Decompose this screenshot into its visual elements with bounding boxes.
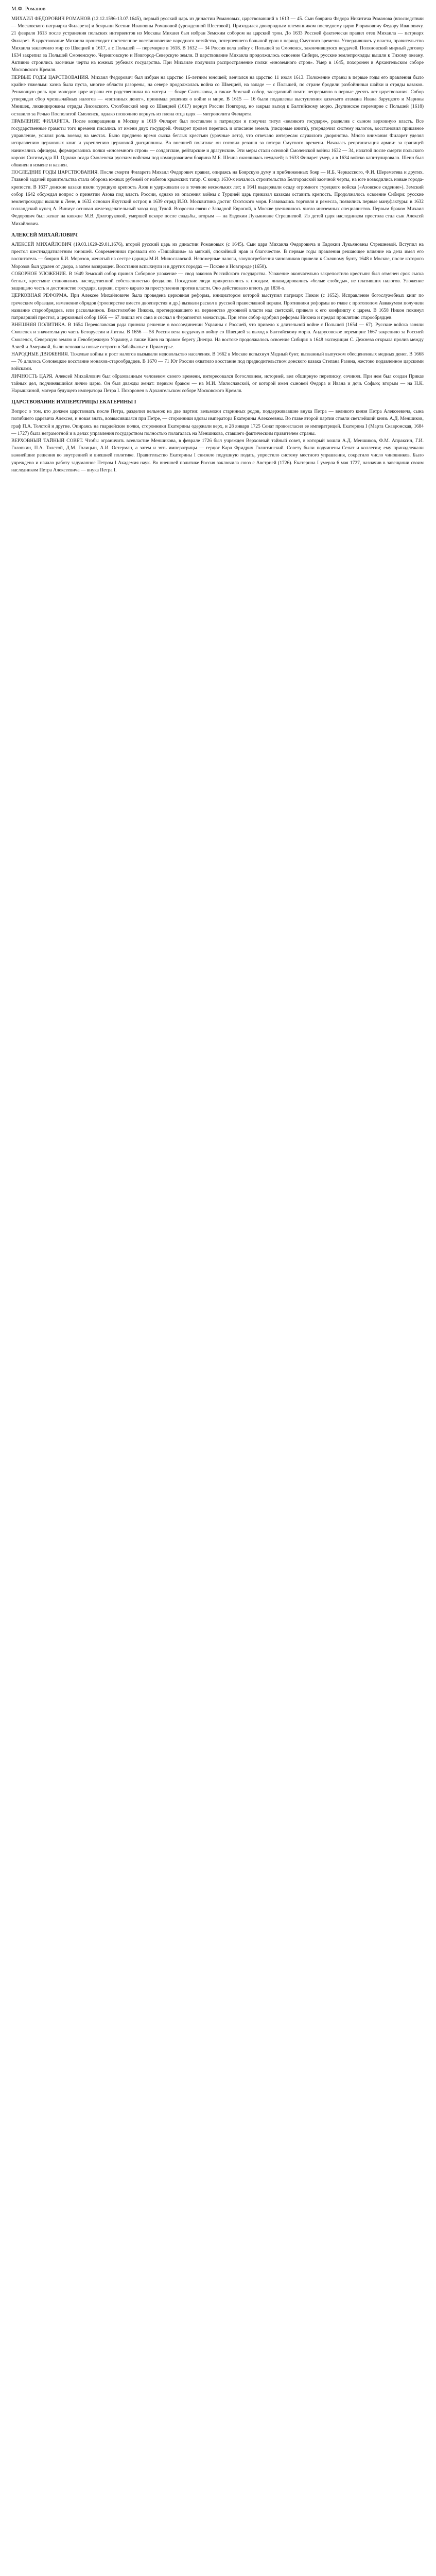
document-body — [11, 15, 424, 474]
section-heading: ЦАРСТВОВАНИЕ ИМПЕРАТРИЦЫ ЕКАТЕРИНЫ I — [11, 399, 136, 405]
paragraph: ПОСЛЕДНИЕ ГОДЫ ЦАРСТВОВАНИЯ. После смерти Филарета Михаил Федорович правил, опираясь на Боярскую думу и приближенных бояр — И.Б. Черкасского, Ф.И. Шереметева и других. Главной задачей правительства стала оборона южных рубежей от набегов крымских татар. С конца 1630-х началось строительство Белгородской засечной черты, на юге возводились новые города-крепости. В 1637 донские казаки взяли турецкую крепость Азов и удерживали ее в течение нескольких лет; в 1641 выдержали осаду огромного турецкого войска («Азовское сидение»). Земский собор 1642 обсуждал вопрос о принятии Азова под власть России, однако из опасения войны с Турцией царь приказал казакам оставить крепость. Продолжалось освоение Сибири: русские землепроходцы вышли к Лене, в 1632 основан Якутский острог, в 1639 отряд И.Ю. Москвитина достиг Охотского моря. Развивались торговля и ремесла, появились первые мануфактуры: в 1632 голландский купец А. Виниус основал железоделательный завод под Тулой. Возросли связи с Западной Европой, в Москве увеличилось число иноземных специалистов. Первым браком Михаил Федорович был женат на княжне М.В. Долгоруковой, умершей вскоре после свадьбы, вторым — на Евдокии Лукьяновне Стрешневой. Из детей царя наследником престола стал сын Алексей Михайлович. — [11, 170, 424, 227]
paragraph: МИХАИЛ ФЕДОРОВИЧ РОМАНОВ (12.12.1596-13.07.1645), первый русский царь из династии Романовых, царствовавший в 1613 — 45. Сын боярина Федора Никитича Романова (впоследствии — Московского патриарха Филарета) и боярыни Ксении Ивановны Романовой (урожденной Шестовой). Приходился двоюродным племянником последнему царю Рюриковичу Федору Ивановичу. 21 февраля 1613 после устранения польских интервентов из Москвы Михаил был избран Земским собором на царский трон. До 1633 Россией фактически правил отец Михаила — патриарх Филарет. В царствование Михаила происходит постепенное восстановление народного хозяйства, потерпевшего большой урон в период Смутного времени. Утвердившись у власти, правительство Михаила заключило мир со Швецией в 1617, а с Польшей — перемирие в 1618. В 1632 — 34 Россия вела войну с Польшей за Смоленск, закончившуюся неудачей. Поляновский мирный договор 1634 закрепил за Польшей Смоленскую, Черниговскую и Новгород-Северскую земли. В царствование Михаила продолжилось освоение Сибири, русские землепроходцы вышли к Тихому океану. Активно строились засечные черты на южных рубежах государства. При Михаиле получили распространение полки «иноземного строя». Умер в 1645, похоронен в Архангельском соборе Московского Кремля. — [11, 16, 424, 73]
paragraph: ВЕРХОВНЫЙ ТАЙНЫЙ СОВЕТ. Чтобы ограничить всевластие Меншикова, в феврале 1726 был учрежден Верховный тайный совет, в который вошли А.Д. Меншиков, Ф.М. Апраксин, Г.И. Головкин, П.А. Толстой, Д.М. Голицын, А.И. Остерман, а затем и зять императрицы — герцог Карл Фридрих Голштинский. Совету были подчинены Сенат и коллегии; ему принадлежали важнейшие решения во внутренней и внешней политике. Правительство Екатерины I снизило подушную подать, упростило систему местного управления, сократило число чиновников. Было учреждено и начало работу задуманное Петром I Академия наук. Во внешней политике Россия заключила союз с Австрией (1726). Екатерина I умерла 6 мая 1727, назначив в завещании своим наследником Петра Алексеевича — внука Петра I. — [11, 438, 424, 473]
document-section — [11, 15, 424, 228]
document-section — [11, 232, 424, 395]
paragraph: ЦЕРКОВНАЯ РЕФОРМА. При Алексее Михайловиче была проведена церковная реформа, инициатором которой выступил патриарх Никон (с 1652). Исправление богослужебных книг по греческим образцам, изменение обрядов (троеперстие вместо двоеперстия и др.) вызвали раскол в русской православной церкви. Противники реформы во главе с протопопом Аввакумом получили название старообрядцев, или раскольников. Властолюбие Никона, претендовавшего на первенство духовной власти над светской, привело к его конфликту с царем. В 1658 Никон покинул патриарший престол, а церковный собор 1666 — 67 лишил его сана и сослал в Ферапонтов монастырь. При этом собор одобрил реформы Никона и предал проклятию старообрядцев. — [11, 293, 424, 320]
paragraph: ПЕРВЫЕ ГОДЫ ЦАРСТВОВАНИЯ. Михаил Федорович был избран на царство 16-летним юношей; венчался на царство 11 июля 1613. Положение страны в первые годы его правления было крайне тяжелым: казна была пуста, многие области разорены, на севере продолжалась война со Швецией, на западе — с Польшей, по стране бродили разбойничьи шайки и отряды казаков. Решающую роль при молодом царе играли его родственники по матери — бояре Салтыковы, а также Земский собор, заседавший почти непрерывно в первые десять лет царствования. Собор утверждал сбор чрезвычайных налогов — «пятинных денег», принимал решения о войне и мире. В 1615 — 16 были подавлены выступления казачьего атамана Ивана Заруцкого и Марины Мнишек, ликвидированы отряды Лисовского. Столбовский мир со Швецией (1617) вернул России Новгород, но закрыл выход к Балтийскому морю. Деулинское перемирие с Польшей (1618) оставило за Речью Посполитой Смоленск, однако позволило вернуть из плена отца царя — митрополита Филарета. — [11, 75, 424, 117]
paragraph: ЛИЧНОСТЬ ЦАРЯ. Алексей Михайлович был образованным человеком своего времени, интересовался богословием, историей, вел обширную переписку, сочинял. При нем был создан Приказ тайных дел, подчинявшийся лично царю. Он был дважды женат: первым браком — на М.И. Милославской, от которой имел сыновей Федора и Ивана и дочь Софью; вторым — на Н.К. Нарышкиной, матери будущего императора Петра I. Похоронен в Архангельском соборе Московского Кремля. — [11, 374, 424, 394]
paragraph: СОБОРНОЕ УЛОЖЕНИЕ. В 1649 Земский собор принял Соборное уложение — свод законов Российского государства. Уложение окончательно закрепостило крестьян: был отменен срок сыска беглых, крестьяне становились наследственной собственностью феодалов. Посадские люди прикреплялись к посадам, ликвидировались «белые слободы», не плативших налогов. Уложение защищало честь и достоинство государя, церкви, строго карало за преступления против власти. Оно действовало вплоть до 1830-х. — [11, 271, 424, 292]
paragraph: НАРОДНЫЕ ДВИЖЕНИЯ. Тяжелые войны и рост налогов вызывали недовольство населения. В 1662 в Москве вспыхнул Медный бунт, вызванный выпуском обесцененных медных денег. В 1668 — 76 длилось Соловецкое восстание монахов-старообрядцев. В 1670 — 71 Юг России охватило восстание под предводительством донского казака Степана Разина, жестоко подавленное царскими войсками. — [11, 351, 424, 372]
paragraph: ПРАВЛЕНИЕ ФИЛАРЕТА. После возвращения в Москву в 1619 Филарет был поставлен в патриархи и получил титул «великого государя», разделив с сыном верховную власть. Все государственные грамоты того времени писались от имени двух государей. Филарет провел перепись и описание земель (писцовые книги), упорядочил систему налогов, восстановил приказное управление, усилил роль воевод на местах. Было продлено время сыска беглых крестьян (урочные лета), что отвечало интересам служилого дворянства. Много внимания Филарет уделял исправлению церковных книг и укреплению церковной дисциплины. Во внешней политике он готовил реванш за потери Смутного времени. Началась реорганизация армии: за границей нанимались офицеры, формировались полки «иноземного строя» — солдатские, рейтарские и драгунские. Эти меры стали основой Смоленской войны 1632 — 34, начатой после смерти польского короля Сигизмунда III. Однако осада Смоленска русским войском под командованием боярина М.Б. Шеина окончилась неудачей; в 1633 Филарет умер, а в 1634 войско капитулировало. Шеин был обвинен в измене и казнен. — [11, 118, 424, 168]
page — [0, 0, 436, 474]
paragraph: АЛЕКСЕЙ МИХАЙЛОВИЧ (19.03.1629-29.01.1676), второй русский царь из династии Романовых (с 1645). Сын царя Михаила Федоровича и Евдокии Лукьяновны Стрешневой. Вступил на престол шестнадцатилетним юношей. Современники прозвали его «Тишайшим» за мягкий, спокойный нрав и благочестие. В первые годы правления решающее влияние на дела имел его воспитатель — боярин Б.И. Морозов, женатый на сестре царицы М.И. Милославской. Непомерные налоги, злоупотребления чиновников привели к Соляному бунту 1648 в Москве, после которого Морозов был удален от двора, а затем возвращен. Восстания вспыхнули и в других городах — Пскове и Новгороде (1650). — [11, 242, 424, 269]
paragraph: Вопрос о том, кто должен царствовать после Петра, разделил вельмож на две партии: вельможи старинных родов, поддерживавшие внука Петра — великого князя Петра Алексеевича, сына погибшего царевича Алексея, и новая знать, возвысившаяся при Петре, — сторонники вдовы императора Екатерины Алексеевны. Во главе второй партии стояли светлейший князь А.Д. Меншиков, граф П.А. Толстой и другие. Опираясь на гвардейские полки, сторонники Екатерины одержали верх, и 28 января 1725 Сенат провозгласил ее императрицей. Екатерина I (Марта Скавронская, 1684 — 1727) была неграмотной и в делах управления государством полностью полагалась на Меншикова, ставшего фактическим правителем страны. — [11, 409, 424, 436]
document-title: М.Ф. Романов — [11, 6, 46, 12]
document-section — [11, 399, 424, 474]
section-heading: АЛЕКСЕЙ МИХАЙЛОВИЧ — [11, 232, 78, 238]
paragraph: ВНЕШНЯЯ ПОЛИТИКА. В 1654 Переяславская рада приняла решение о воссоединении Украины с Россией, что привело к длительной войне с Польшей (1654 — 67). Русские войска заняли Смоленск и значительную часть Белоруссии и Литвы. В 1656 — 58 Россия вела неудачную войну со Швецией за выход к Балтийскому морю. Андрусовское перемирие 1667 закрепило за Россией Смоленск, Северскую землю и Левобережную Украину, а также Киев на правом берегу Днепра. На востоке продолжалось освоение Сибири: в 1648 экспедиция С. Дежнева открыла пролив между Азией и Америкой, были основаны новые остроги в Забайкалье и Приамурье. — [11, 323, 424, 350]
